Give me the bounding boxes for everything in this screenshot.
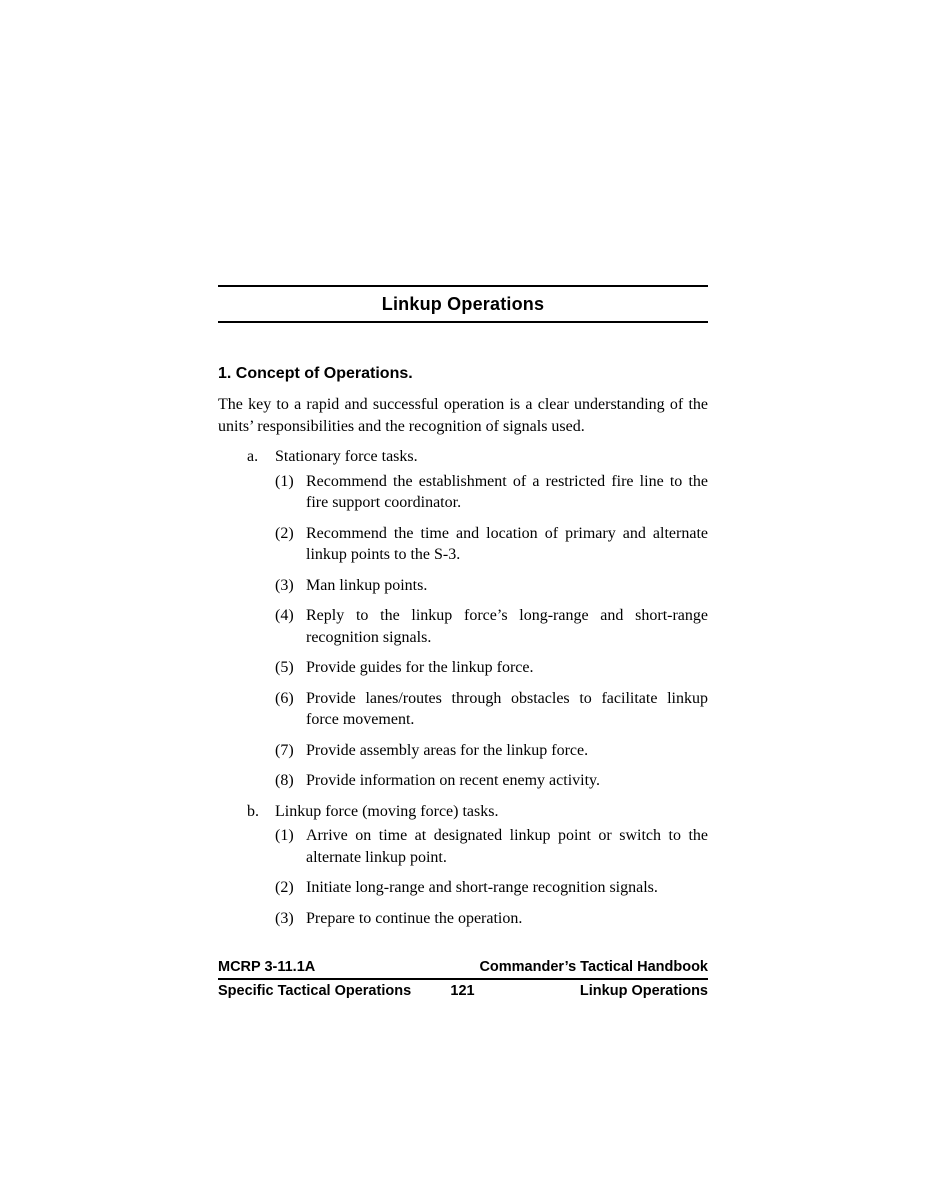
list-item-text: Provide information on recent enemy activity. bbox=[306, 772, 600, 789]
list-item-text: Provide guides for the linkup force. bbox=[306, 659, 534, 676]
list-item-a bbox=[218, 446, 708, 468]
list-item-b bbox=[218, 801, 708, 823]
list-item-text: Stationary force tasks. bbox=[275, 448, 418, 465]
list-marker: (5) bbox=[275, 659, 294, 676]
page-number: 121 bbox=[450, 983, 475, 999]
footer-doc-title: Commander’s Tactical Handbook bbox=[479, 959, 708, 975]
list-marker: (3) bbox=[275, 909, 294, 927]
list-item-b1 bbox=[218, 825, 708, 868]
list-item-a3 bbox=[218, 575, 708, 597]
list-item-text: Provide lanes/routes through obstacles to facilitate linkup force movement. bbox=[306, 689, 708, 728]
footer-chapter: Specific Tactical Operations bbox=[218, 983, 412, 999]
list-item-text: Arrive on time at designated linkup point or switch to the alternate linkup point. bbox=[306, 827, 708, 866]
list-item-b2 bbox=[218, 877, 708, 899]
list-marker: (1) bbox=[275, 472, 294, 490]
page-title: Linkup Operations bbox=[381, 294, 545, 314]
list-item-text: Recommend the time and location of primary and alternate linkup points to the S-3. bbox=[306, 524, 708, 563]
list-item-text: Initiate long-range and short-range recognition signals. bbox=[306, 879, 658, 896]
list-item-text: Reply to the linkup force’s long-range and short-range recognition signals. bbox=[306, 607, 708, 646]
intro-paragraph: The key to a rapid and successful operation is a clear understanding of the units’ responsibilities and the recognition of signals used. bbox=[218, 396, 708, 435]
list-item-text: Recommend the establishment of a restricted fire line to the fire support coordinator. bbox=[306, 472, 708, 511]
list-marker: (2) bbox=[275, 524, 294, 542]
list-marker: (2) bbox=[275, 879, 294, 896]
list-item-b3 bbox=[218, 908, 708, 930]
list-marker: (4) bbox=[275, 607, 294, 624]
list-item-text: Linkup force (moving force) tasks. bbox=[275, 802, 499, 820]
list-marker: (3) bbox=[275, 576, 294, 594]
list-item-text: Prepare to continue the operation. bbox=[306, 909, 523, 927]
list-marker: (6) bbox=[275, 689, 294, 707]
footer-page-title: Linkup Operations bbox=[579, 983, 708, 999]
list-item-a2 bbox=[218, 523, 708, 566]
list-marker: b. bbox=[247, 802, 259, 820]
page-footer bbox=[218, 959, 708, 999]
list-item-a1 bbox=[218, 471, 708, 514]
list-marker: (8) bbox=[275, 772, 294, 789]
footer-doc-id: MCRP 3-11.1A bbox=[218, 959, 316, 975]
list-item-a6 bbox=[218, 688, 708, 731]
list-item-a5 bbox=[218, 657, 708, 679]
title-block bbox=[218, 285, 708, 323]
list-item-a4 bbox=[218, 605, 708, 648]
list-marker: (7) bbox=[275, 741, 294, 759]
footer-row-1 bbox=[218, 959, 708, 980]
list-marker: a. bbox=[247, 448, 259, 465]
list-item-text: Man linkup points. bbox=[306, 576, 428, 594]
list-marker: (1) bbox=[275, 827, 294, 844]
section-heading: 1. Concept of Operations. bbox=[218, 365, 413, 382]
list-item-text: Provide assembly areas for the linkup force. bbox=[306, 741, 589, 759]
list-item-a8 bbox=[218, 770, 708, 792]
list-item-a7 bbox=[218, 740, 708, 762]
footer-row-2 bbox=[218, 983, 708, 999]
page-content bbox=[218, 285, 708, 999]
